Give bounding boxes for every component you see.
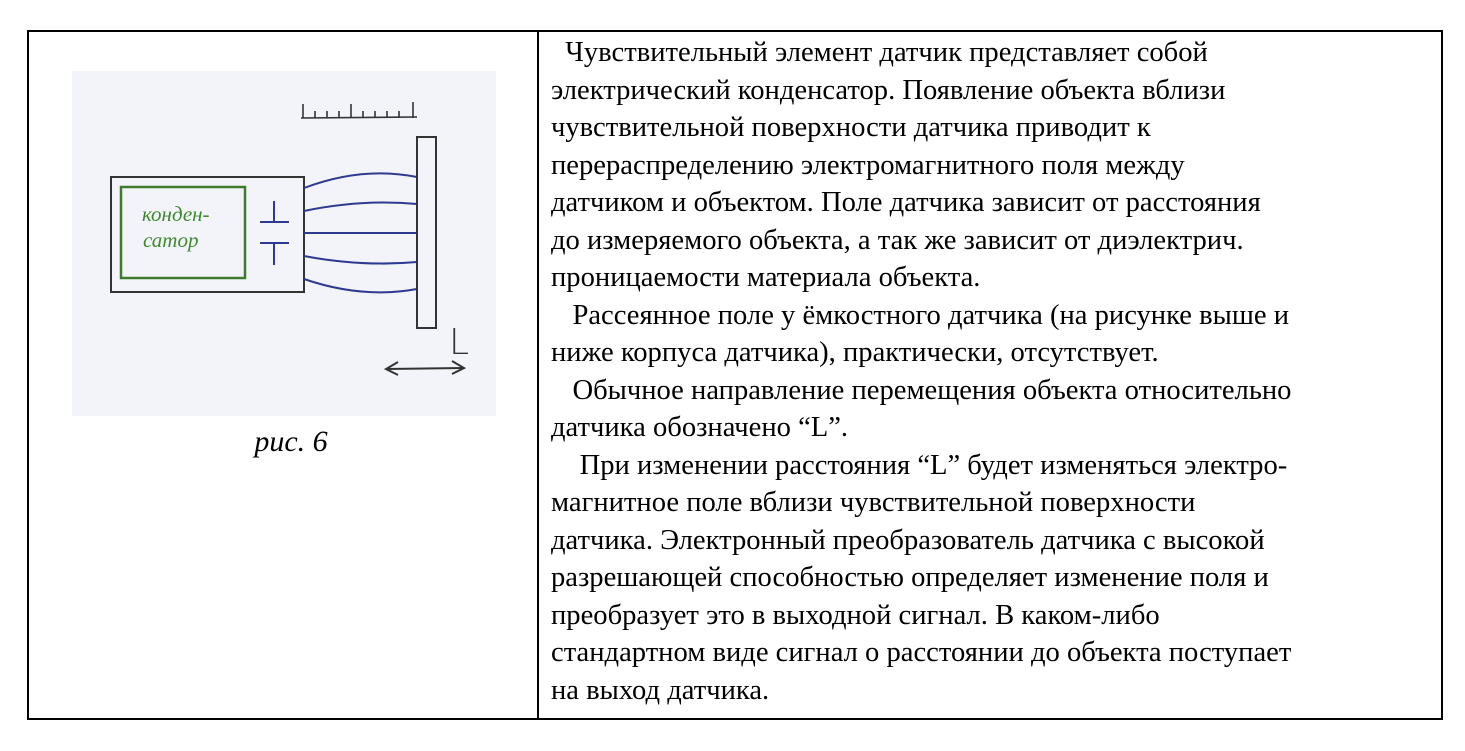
text-line: перераспределению электромагнитного поля между bbox=[551, 149, 1185, 181]
description-text bbox=[551, 34, 1436, 709]
sensor-housing bbox=[111, 177, 304, 292]
object-plate bbox=[417, 137, 436, 328]
text-line: на выход датчика. bbox=[551, 674, 770, 706]
text-line: датчика. Электронный преобразователь датчика с высокой bbox=[551, 524, 1265, 556]
figure-cell bbox=[29, 32, 537, 718]
sensor-drawing bbox=[72, 71, 496, 416]
field-lines bbox=[304, 173, 417, 292]
text-line: чувствительной поверхности датчика приводит к bbox=[551, 112, 1151, 143]
distance-label bbox=[449, 322, 469, 363]
svg-text:L: L bbox=[449, 322, 470, 363]
text-line: электрический конденсатор. Появление объекта вблизи bbox=[551, 74, 1226, 106]
text-line: Чувствительный элемент датчик представляет собой bbox=[551, 37, 1208, 68]
sensor-diagram bbox=[72, 71, 496, 416]
text-line: Обычное направление перемещения объекта относительно bbox=[551, 374, 1292, 406]
text-line: магнитное поле вблизи чувствительной поверхности bbox=[551, 487, 1196, 518]
figure-caption: рис. 6 bbox=[254, 425, 328, 458]
capacitor-label-line2: сатор bbox=[143, 228, 199, 252]
double-arrow-icon bbox=[386, 361, 464, 375]
text-line: стандартном виде сигнал о расстоянии до объекта поступает bbox=[551, 637, 1292, 668]
text-line: Рассеянное поле у ёмкостного датчика (на рисунке выше и bbox=[551, 299, 1290, 331]
capacitor-symbol-icon bbox=[260, 201, 289, 265]
text-line: до измеряемого объекта, а так же зависит от диэлектрич. bbox=[551, 224, 1244, 256]
content-table bbox=[27, 30, 1443, 720]
ruler bbox=[301, 102, 417, 118]
text-line: При изменении расстояния “L” будет изменяться электро- bbox=[551, 449, 1288, 481]
text-line: датчиком и объектом. Поле датчика зависит от расстояния bbox=[551, 187, 1261, 218]
text-line: преобразует это в выходной сигнал. В каком-либо bbox=[551, 599, 1160, 631]
capacitor-label-line1: конден- bbox=[142, 202, 210, 226]
text-line: разрешающей способностью определяет изменение поля и bbox=[551, 562, 1269, 593]
text-line: датчика обозначено “L”. bbox=[551, 412, 849, 443]
text-line: ниже корпуса датчика), практически, отсутствует. bbox=[551, 337, 1159, 368]
column-divider bbox=[537, 32, 539, 718]
text-line: проницаемости материала объекта. bbox=[551, 262, 981, 293]
